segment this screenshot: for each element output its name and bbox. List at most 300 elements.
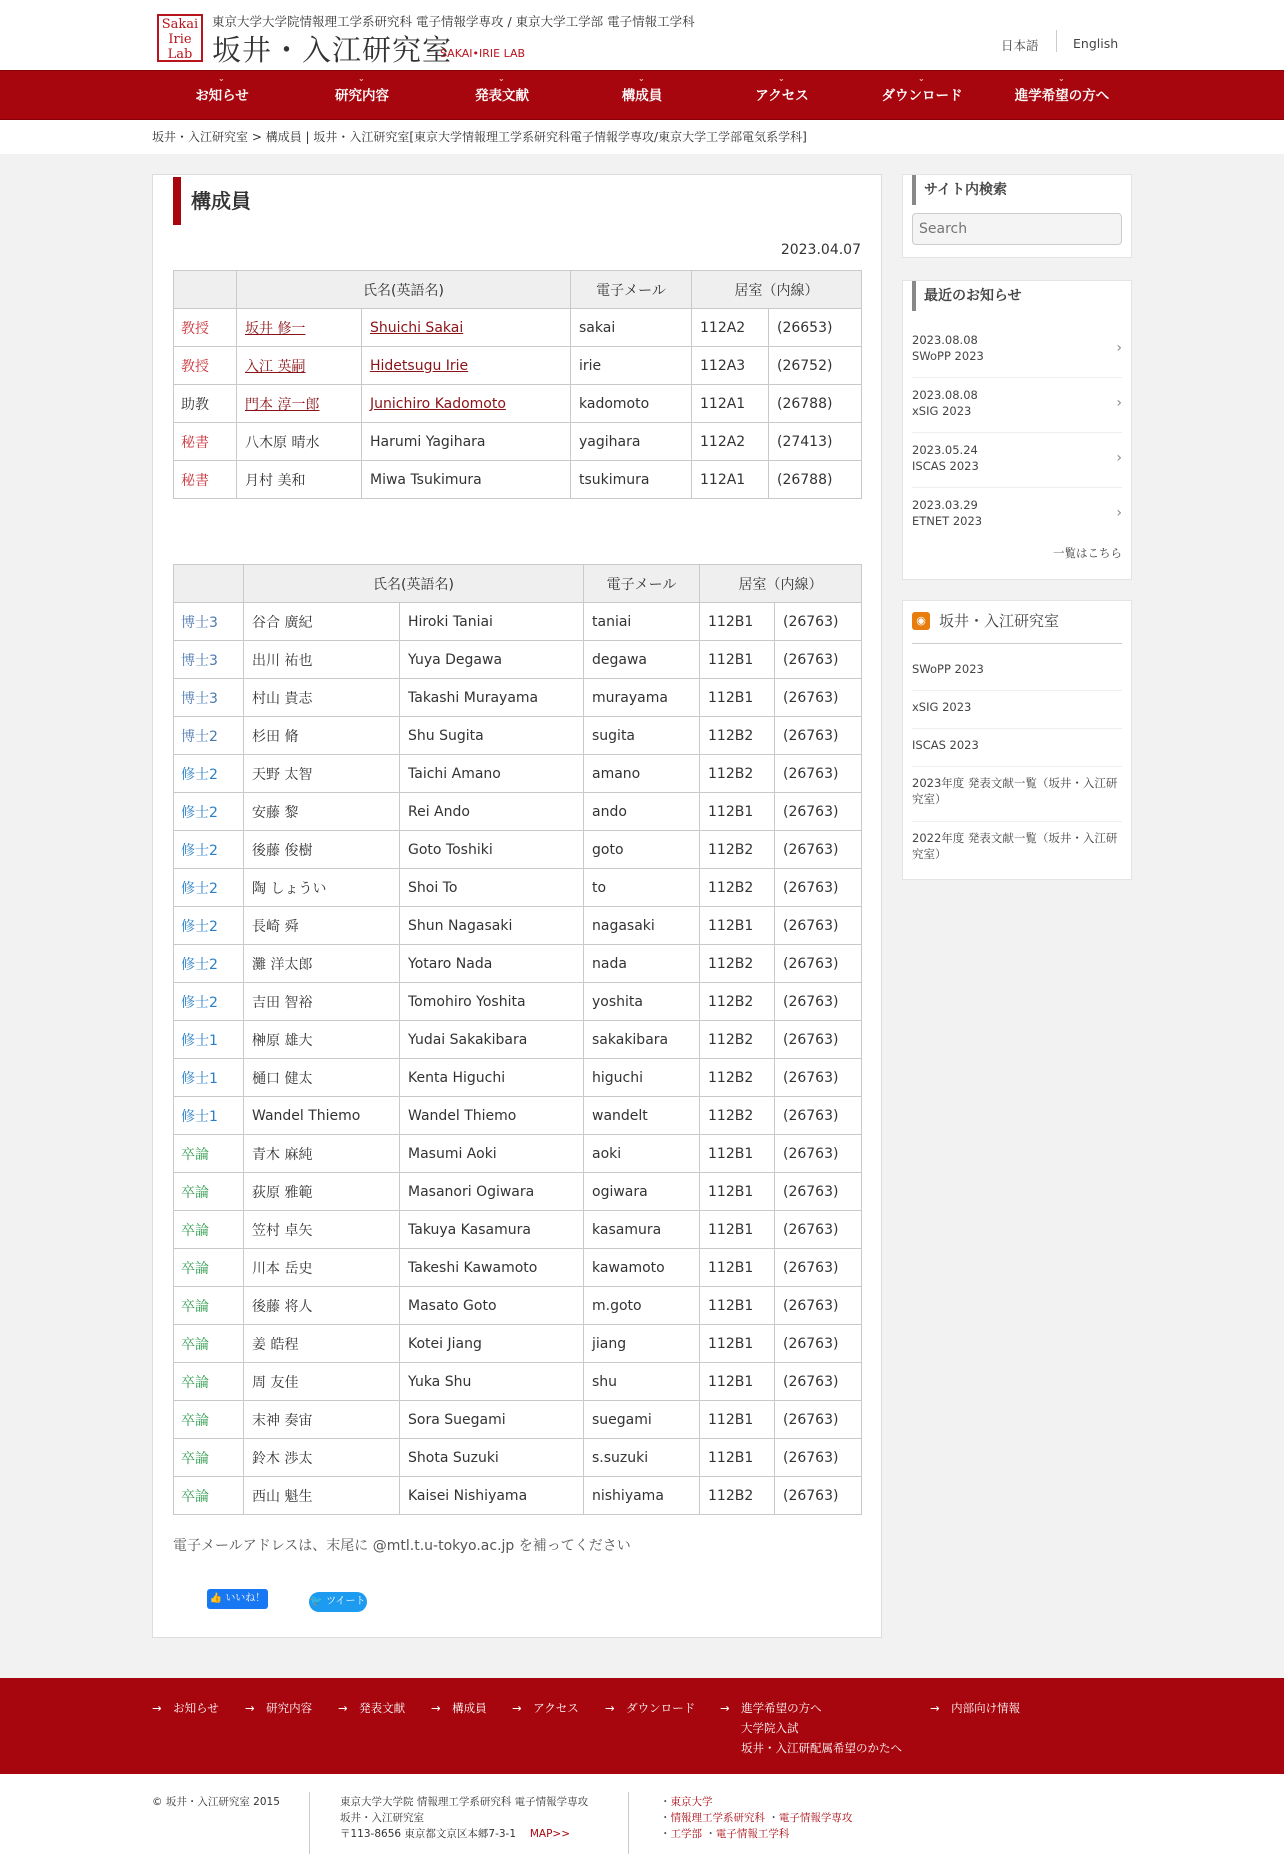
member-name-cell: [244, 793, 400, 831]
chevron-down-icon: ⌄: [918, 74, 925, 83]
footer-sublink-assignment[interactable]: 坂井・入江研配属希望のかたへ: [741, 1741, 902, 1755]
address-line: 坂井・入江研究室: [340, 1812, 424, 1824]
news-title: xSIG 2023: [912, 404, 972, 418]
member-name-cell: [244, 603, 400, 641]
member-extension: (26653): [777, 319, 833, 336]
member-email: yoshita: [592, 993, 643, 1010]
member-role-cell: [174, 1477, 244, 1515]
member-room-cell: [692, 385, 769, 423]
member-email: nishiyama: [592, 1487, 664, 1504]
member-email: kasamura: [592, 1221, 662, 1238]
member-extension-cell: [769, 385, 862, 423]
member-extension-cell: [775, 983, 862, 1021]
member-role-cell: [174, 1097, 244, 1135]
member-room-cell: [700, 1059, 775, 1097]
header-name: 氏名(英語名): [244, 565, 584, 603]
member-extension-cell: [775, 945, 862, 983]
member-name-en[interactable]: Hidetsugu Irie: [370, 357, 469, 374]
tweet-label: ツイート: [326, 1596, 366, 1607]
member-extension: (26763): [783, 1297, 839, 1314]
map-link[interactable]: MAP>>: [529, 1828, 571, 1840]
news-item[interactable]: [912, 488, 1122, 543]
member-name-en[interactable]: Junichiro Kadomoto: [370, 395, 506, 412]
member-email-cell: [584, 907, 700, 945]
member-extension-cell: [769, 423, 862, 461]
breadcrumb-current: 構成員 | 坂井・入江研究室[東京大学情報理工学系研究科電子情報学専攻/東京大学工学部電気系学科]: [265, 130, 807, 144]
member-email: sakakibara: [592, 1031, 669, 1048]
divider: [628, 1792, 629, 1854]
member-name-en: Hiroki Taniai: [408, 613, 493, 630]
member-extension: (26763): [783, 1449, 839, 1466]
member-role: 修士2: [181, 918, 218, 935]
footer-link-internal[interactable]: [930, 1700, 1020, 1716]
member-extension-cell: [775, 907, 862, 945]
member-role: 助教: [181, 396, 209, 413]
member-extension-cell: [775, 1135, 862, 1173]
member-name-cell: [244, 1211, 400, 1249]
facebook-like-button[interactable]: [207, 1589, 268, 1624]
member-name-en: Kotei Jiang: [408, 1335, 482, 1352]
table-row: [174, 1135, 862, 1173]
member-name-en-cell: [400, 1439, 584, 1477]
site-title[interactable]: 坂井・入江研究室: [212, 33, 453, 67]
member-name: 後藤 将人: [252, 1298, 313, 1315]
member-room: 112B1: [708, 1145, 754, 1162]
member-email: nada: [592, 955, 627, 972]
search-widget: [902, 174, 1132, 258]
member-name: 出川 祐也: [252, 652, 313, 669]
breadcrumb-home[interactable]: 坂井・入江研究室: [152, 130, 249, 144]
member-name-en: Miwa Tsukimura: [370, 471, 482, 488]
member-name-en: Shoi To: [408, 879, 458, 896]
member-role: 博士3: [181, 614, 218, 631]
nav-item-news[interactable]: [152, 71, 292, 121]
member-name-cell: [244, 755, 400, 793]
member-room: 112B1: [708, 917, 754, 934]
nav-item-prospective[interactable]: [992, 71, 1132, 121]
member-role-cell: [174, 1249, 244, 1287]
member-extension: (26763): [783, 1259, 839, 1276]
news-title: SWoPP 2023: [912, 349, 984, 363]
member-extension: (26763): [783, 1373, 839, 1390]
footer-link-news[interactable]: [152, 1700, 219, 1716]
member-email: irie: [579, 357, 602, 374]
member-room: 112B1: [708, 651, 754, 668]
member-name-cell: [237, 461, 362, 499]
member-role-cell: [174, 461, 237, 499]
member-email: sugita: [592, 727, 636, 744]
member-room: 112B2: [708, 841, 754, 858]
page-date: 2023.04.07: [780, 242, 861, 258]
member-room: 112B2: [708, 1487, 754, 1504]
member-room: 112B1: [708, 1259, 754, 1276]
member-name: 西山 魁生: [252, 1488, 313, 1505]
member-room: 112B2: [708, 1069, 754, 1086]
chevron-right-icon: ›: [1116, 340, 1122, 356]
student-table: [173, 564, 862, 1515]
member-name-en[interactable]: Shuichi Sakai: [370, 319, 464, 336]
member-name-en: Takuya Kasamura: [408, 1221, 531, 1238]
footer-link-access[interactable]: [512, 1700, 579, 1716]
rss-item[interactable]: 2022年度 発表文献一覧（坂井・入江研究室）: [912, 831, 1118, 861]
member-email-cell: [571, 347, 692, 385]
member-name-en: Masumi Aoki: [408, 1145, 497, 1162]
member-extension-cell: [775, 793, 862, 831]
nav-item-research[interactable]: [292, 71, 432, 121]
member-name-en-cell: [400, 1097, 584, 1135]
member-email: nagasaki: [592, 917, 655, 934]
member-email: aoki: [592, 1145, 622, 1162]
member-room-cell: [700, 1249, 775, 1287]
fb-like-label: いいね！ 5: [225, 1593, 266, 1624]
member-extension-cell: [769, 347, 862, 385]
member-email-cell: [584, 1363, 700, 1401]
member-email: kadomoto: [579, 395, 650, 412]
member-role: 秘書: [181, 434, 209, 451]
arrow-right-icon: →: [152, 1701, 162, 1715]
bullet-icon: ・: [768, 1812, 779, 1824]
link-ist[interactable]: 情報理工学系研究科: [670, 1812, 765, 1824]
nav-item-publications[interactable]: [432, 71, 572, 121]
member-room-cell: [700, 1097, 775, 1135]
footer-sublink-exam[interactable]: 大学院入試: [741, 1721, 799, 1735]
chevron-down-icon: ⌄: [358, 74, 365, 83]
divider: [912, 643, 1122, 644]
member-name-cell: [244, 641, 400, 679]
address-block: [340, 1794, 588, 1842]
member-name-en: Yuya Degawa: [408, 651, 503, 668]
table-header-row: [174, 271, 862, 309]
member-name-cell: [244, 869, 400, 907]
main-content: [152, 174, 882, 1638]
member-name: 長崎 舜: [252, 918, 299, 935]
footer-link-label: 内部向け情報: [951, 1701, 1021, 1715]
lab-logo[interactable]: [157, 14, 203, 62]
member-extension-cell: [775, 755, 862, 793]
member-role: 卒論: [181, 1260, 209, 1277]
table-row: [174, 347, 862, 385]
member-room-cell: [692, 423, 769, 461]
header-subtitle: 東京大学大学院情報理工学系研究科 電子情報学専攻 / 東京大学工学部 電子情報工学科: [212, 14, 695, 29]
member-role: 修士2: [181, 804, 218, 821]
header-email: 電子メール: [584, 565, 700, 603]
member-room-cell: [700, 641, 775, 679]
logo-line: Sakai: [161, 17, 199, 32]
header-role: [174, 565, 244, 603]
member-room: 112B1: [708, 1297, 754, 1314]
member-email-cell: [584, 1249, 700, 1287]
member-extension-cell: [775, 831, 862, 869]
member-name: 樋口 健太: [252, 1070, 313, 1087]
table-row: [174, 1363, 862, 1401]
link-utokyo[interactable]: 東京大学: [670, 1796, 713, 1808]
member-extension: (26763): [783, 1145, 839, 1162]
member-name[interactable]: 入江 英嗣: [245, 358, 306, 375]
member-name-en: Shun Nagasaki: [408, 917, 513, 934]
news-more-link[interactable]: 一覧はこちら: [1053, 546, 1122, 560]
table-header-row: [174, 565, 862, 603]
member-role-cell: [174, 385, 237, 423]
header-role: [174, 271, 237, 309]
member-extension-cell: [775, 1249, 862, 1287]
member-email-cell: [584, 1477, 700, 1515]
link-engineering[interactable]: 工学部: [670, 1828, 702, 1840]
news-item[interactable]: [912, 323, 1122, 378]
member-name: 村山 貴志: [252, 690, 313, 707]
nav-label: アクセス: [755, 88, 809, 104]
nav-item-access[interactable]: [712, 71, 852, 121]
member-room: 112B1: [708, 613, 754, 630]
member-email-cell: [571, 461, 692, 499]
staff-table: [173, 270, 862, 499]
chevron-down-icon: ⌄: [778, 74, 785, 83]
member-room-cell: [700, 1325, 775, 1363]
member-extension: (26763): [783, 1487, 839, 1504]
table-row: [174, 1401, 862, 1439]
news-date: 2023.08.08: [912, 333, 978, 347]
member-role-cell: [174, 347, 237, 385]
table-row: [174, 423, 862, 461]
member-name-en-cell: [400, 603, 584, 641]
member-name-cell: [244, 1401, 400, 1439]
member-email: m.goto: [592, 1297, 642, 1314]
member-role-cell: [174, 1211, 244, 1249]
tweet-button[interactable]: [309, 1592, 367, 1612]
member-extension: (26763): [783, 1411, 839, 1428]
nav-item-download[interactable]: [852, 71, 992, 121]
chevron-down-icon: ⌄: [218, 74, 225, 83]
member-name-en-cell: [362, 309, 571, 347]
member-email-cell: [584, 1097, 700, 1135]
member-email: tsukimura: [579, 471, 650, 488]
table-row: [174, 1173, 862, 1211]
member-role-cell: [174, 1135, 244, 1173]
member-email-cell: [584, 1439, 700, 1477]
member-room: 112B1: [708, 1373, 754, 1390]
nav-item-members[interactable]: [572, 71, 712, 121]
member-extension: (26763): [783, 879, 839, 896]
member-extension-cell: [775, 603, 862, 641]
member-name[interactable]: 門本 淳一郎: [245, 396, 320, 413]
search-input[interactable]: [912, 213, 1122, 245]
member-room-cell: [700, 755, 775, 793]
table-row: [174, 1097, 862, 1135]
rss-item[interactable]: SWoPP 2023: [912, 653, 1122, 691]
bullet-icon: ・: [705, 1828, 716, 1840]
news-item[interactable]: [912, 378, 1122, 433]
chevron-down-icon: ⌄: [498, 74, 505, 83]
member-name[interactable]: 坂井 修一: [245, 320, 306, 337]
chevron-right-icon: ›: [1116, 450, 1122, 466]
member-name: 灘 洋太郎: [252, 956, 313, 973]
table-row: [174, 461, 862, 499]
member-room: 112B2: [708, 727, 754, 744]
arrow-right-icon: →: [245, 1701, 255, 1715]
member-name-en-cell: [400, 907, 584, 945]
member-room-cell: [700, 869, 775, 907]
header-name: 氏名(英語名): [237, 271, 571, 309]
member-role: 教授: [181, 358, 209, 375]
news-item[interactable]: [912, 433, 1122, 488]
nav-label: お知らせ: [195, 88, 249, 104]
member-name-en: Wandel Thiemo: [408, 1107, 517, 1124]
rss-item[interactable]: 2023年度 発表文献一覧（坂井・入江研究室）: [912, 767, 1122, 822]
table-row: [174, 603, 862, 641]
member-name-cell: [244, 1059, 400, 1097]
news-title: ETNET 2023: [912, 514, 983, 528]
member-extension: (26752): [777, 357, 833, 374]
member-extension: (26763): [783, 993, 839, 1010]
member-name-cell: [244, 1249, 400, 1287]
member-room-cell: [700, 793, 775, 831]
member-role: 卒論: [181, 1374, 209, 1391]
member-email: to: [592, 879, 607, 896]
member-name-en-cell: [400, 1477, 584, 1515]
footer-link-download[interactable]: [605, 1700, 695, 1716]
member-role-cell: [174, 983, 244, 1021]
member-email: yagihara: [579, 433, 641, 450]
member-role-cell: [174, 679, 244, 717]
member-role: 卒論: [181, 1222, 209, 1239]
member-role-cell: [174, 1021, 244, 1059]
footer-link-label: 発表文献: [359, 1701, 406, 1715]
member-email: sakai: [579, 319, 616, 336]
member-room: 112B1: [708, 1411, 754, 1428]
member-email-cell: [584, 793, 700, 831]
member-extension: (26763): [783, 1183, 839, 1200]
bullet-icon: ・: [660, 1812, 671, 1824]
member-name-cell: [244, 1135, 400, 1173]
member-email-cell: [584, 603, 700, 641]
bird-icon: 🐦: [310, 1596, 323, 1607]
member-room-cell: [700, 603, 775, 641]
footer-link-publications[interactable]: [338, 1700, 405, 1716]
logo-line: Lab: [167, 47, 193, 62]
member-email: jiang: [592, 1335, 627, 1352]
table-row: [174, 717, 862, 755]
member-name-en: Shu Sugita: [408, 727, 484, 744]
member-role: 秘書: [181, 472, 209, 489]
member-room-cell: [700, 983, 775, 1021]
arrow-right-icon: →: [431, 1701, 441, 1715]
member-room: 112B2: [708, 993, 754, 1010]
member-name-en-cell: [400, 1135, 584, 1173]
member-role: 修士2: [181, 994, 218, 1011]
table-row: [174, 679, 862, 717]
table-row: [174, 831, 862, 869]
member-extension: (26763): [783, 1221, 839, 1238]
member-email-cell: [584, 1287, 700, 1325]
logo-line: Irie: [168, 32, 192, 47]
member-name: 榊原 雄大: [252, 1032, 313, 1049]
rss-item[interactable]: xSIG 2023: [912, 691, 1122, 729]
member-name-en: Takashi Murayama: [408, 689, 539, 706]
member-extension-cell: [775, 1097, 862, 1135]
member-name-en-cell: [400, 679, 584, 717]
member-email-cell: [584, 679, 700, 717]
university-links: [660, 1794, 852, 1842]
member-role-cell: [174, 1059, 244, 1097]
bullet-icon: ・: [660, 1796, 671, 1808]
header-email: 電子メール: [571, 271, 692, 309]
member-name-en-cell: [400, 869, 584, 907]
member-extension: (26763): [783, 651, 839, 668]
member-name: 後藤 俊樹: [252, 842, 313, 859]
arrow-right-icon: →: [338, 1701, 348, 1715]
lang-japanese-link[interactable]: 日本語: [1001, 38, 1039, 53]
nav-label: 研究内容: [335, 88, 389, 104]
member-role: 修士1: [181, 1108, 218, 1125]
member-room: 112A2: [700, 319, 746, 336]
member-email-cell: [584, 755, 700, 793]
footer-link-research[interactable]: [245, 1700, 312, 1716]
lang-english-link[interactable]: English: [1073, 36, 1119, 51]
member-extension-cell: [769, 309, 862, 347]
copyright: © 坂井・入江研究室 2015: [152, 1796, 280, 1808]
footer-link-label: 研究内容: [266, 1701, 313, 1715]
table-row: [174, 869, 862, 907]
member-extension-cell: [775, 717, 862, 755]
member-name-en: Sora Suegami: [408, 1411, 506, 1428]
footer-link-members[interactable]: [431, 1700, 487, 1716]
member-name: 八木原 晴水: [245, 434, 320, 451]
member-extension-cell: [775, 1325, 862, 1363]
table-row: [174, 385, 862, 423]
member-role: 卒論: [181, 1412, 209, 1429]
member-room-cell: [700, 1021, 775, 1059]
member-role: 修士2: [181, 956, 218, 973]
member-role: 博士3: [181, 690, 218, 707]
member-name-en: Harumi Yagihara: [370, 433, 486, 450]
link-eeic-grad[interactable]: 電子情報学専攻: [778, 1812, 853, 1824]
member-email-cell: [571, 309, 692, 347]
table-row: [174, 1249, 862, 1287]
nav-label: ダウンロード: [881, 88, 963, 104]
divider: [309, 1792, 310, 1854]
header-room: 居室（内線）: [692, 271, 862, 309]
table-row: [174, 641, 862, 679]
member-role-cell: [174, 793, 244, 831]
member-email-cell: [584, 1021, 700, 1059]
member-email-cell: [584, 641, 700, 679]
member-name-en: Shota Suzuki: [408, 1449, 499, 1466]
member-name-en: Yuka Shu: [408, 1373, 472, 1390]
table-row: [174, 309, 862, 347]
footer-nav: [0, 1678, 1284, 1774]
nav-label: 構成員: [621, 88, 663, 104]
footer-link-prospective[interactable]: [720, 1700, 822, 1716]
member-email-cell: [584, 1211, 700, 1249]
member-role: 修士2: [181, 842, 218, 859]
member-room-cell: [692, 347, 769, 385]
arrow-right-icon: →: [930, 1701, 940, 1715]
member-room: 112B2: [708, 1031, 754, 1048]
link-eeic[interactable]: 電子情報工学科: [715, 1828, 790, 1840]
member-email: higuchi: [592, 1069, 643, 1086]
member-email: ogiwara: [592, 1183, 648, 1200]
rss-item[interactable]: ISCAS 2023: [912, 729, 1122, 767]
member-room-cell: [700, 1211, 775, 1249]
breadcrumb-separator: >: [248, 130, 266, 144]
rss-widget-title: 坂井・入江研究室: [939, 612, 1060, 630]
footer-link-label: お知らせ: [173, 1701, 219, 1715]
member-name-en-cell: [362, 461, 571, 499]
member-email-cell: [571, 385, 692, 423]
member-name-cell: [244, 945, 400, 983]
member-role: 教授: [181, 320, 209, 337]
member-role-cell: [174, 907, 244, 945]
address-line: 東京大学大学院 情報理工学系研究科 電子情報学専攻: [340, 1796, 589, 1808]
